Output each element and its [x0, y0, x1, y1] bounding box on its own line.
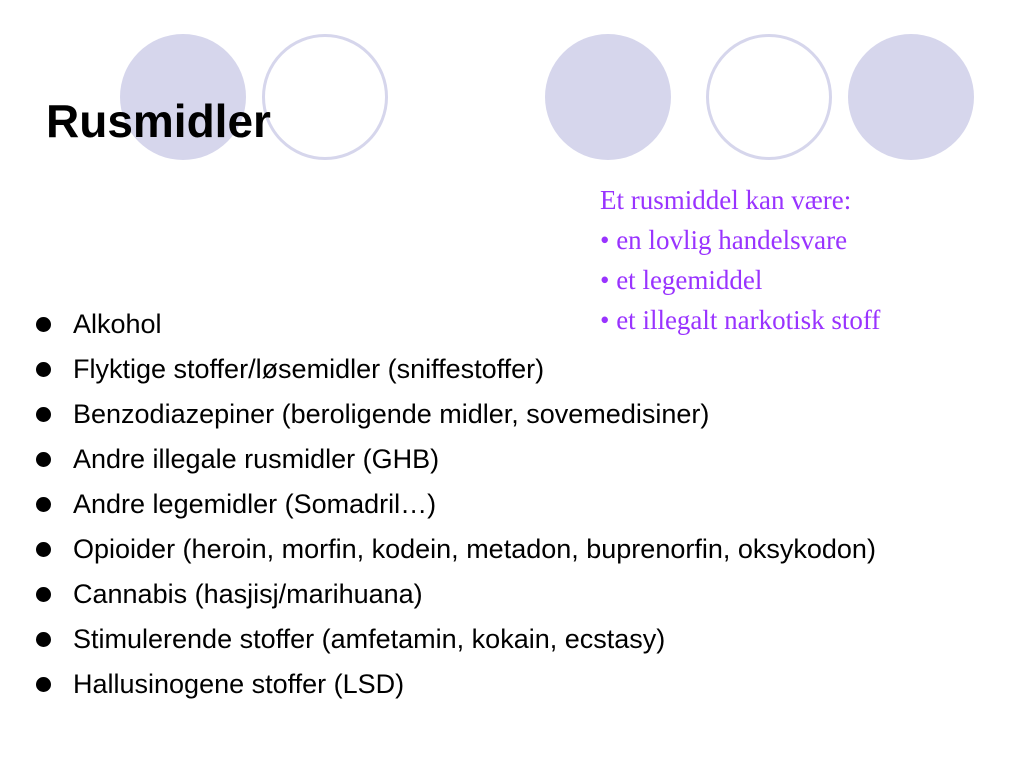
slide-title: Rusmidler [46, 95, 271, 147]
list-item-text: Flyktige stoffer/løsemidler (sniffestoffer) [73, 354, 545, 384]
bullet-icon [36, 632, 51, 647]
bullet-icon [36, 317, 51, 332]
list-item-text: Hallusinogene stoffer (LSD) [73, 669, 405, 699]
bullet-icon [36, 677, 51, 692]
decorative-circle [545, 34, 671, 160]
list-item [36, 668, 996, 700]
list-item [36, 578, 996, 610]
list-item [36, 443, 996, 475]
substance-list [36, 308, 996, 713]
decorative-circle-outline [706, 34, 832, 160]
bullet-icon [36, 452, 51, 467]
bullet-icon [36, 407, 51, 422]
list-item-text: Cannabis (hasjisj/marihuana) [73, 579, 423, 609]
list-item-text: Andre illegale rusmidler (GHB) [73, 444, 440, 474]
bullet-icon [36, 362, 51, 377]
list-item [36, 308, 996, 340]
list-item-text: Opioider (heroin, morfin, kodein, metadon, buprenorfin, oksykodon) [73, 534, 876, 564]
list-item [36, 488, 996, 520]
callout-heading: Et rusmiddel kan være: [600, 185, 852, 215]
list-item-text: Benzodiazepiner (beroligende midler, sovemedisiner) [73, 399, 710, 429]
list-item [36, 353, 996, 385]
list-item [36, 533, 996, 565]
list-item-text: Alkohol [73, 309, 162, 339]
callout-item: • en lovlig handelsvare [600, 225, 848, 255]
list-item [36, 398, 996, 430]
decorative-circle-outline [262, 34, 388, 160]
decorative-circle [848, 34, 974, 160]
list-item-text: Andre legemidler (Somadril…) [73, 489, 437, 519]
bullet-icon [36, 497, 51, 512]
callout-item: • et illegalt narkotisk stoff [600, 305, 881, 335]
bullet-icon [36, 587, 51, 602]
list-item-text: Stimulerende stoffer (amfetamin, kokain, ecstasy) [73, 624, 666, 654]
bullet-icon [36, 542, 51, 557]
list-item [36, 623, 996, 655]
callout-item: • et legemiddel [600, 265, 763, 295]
